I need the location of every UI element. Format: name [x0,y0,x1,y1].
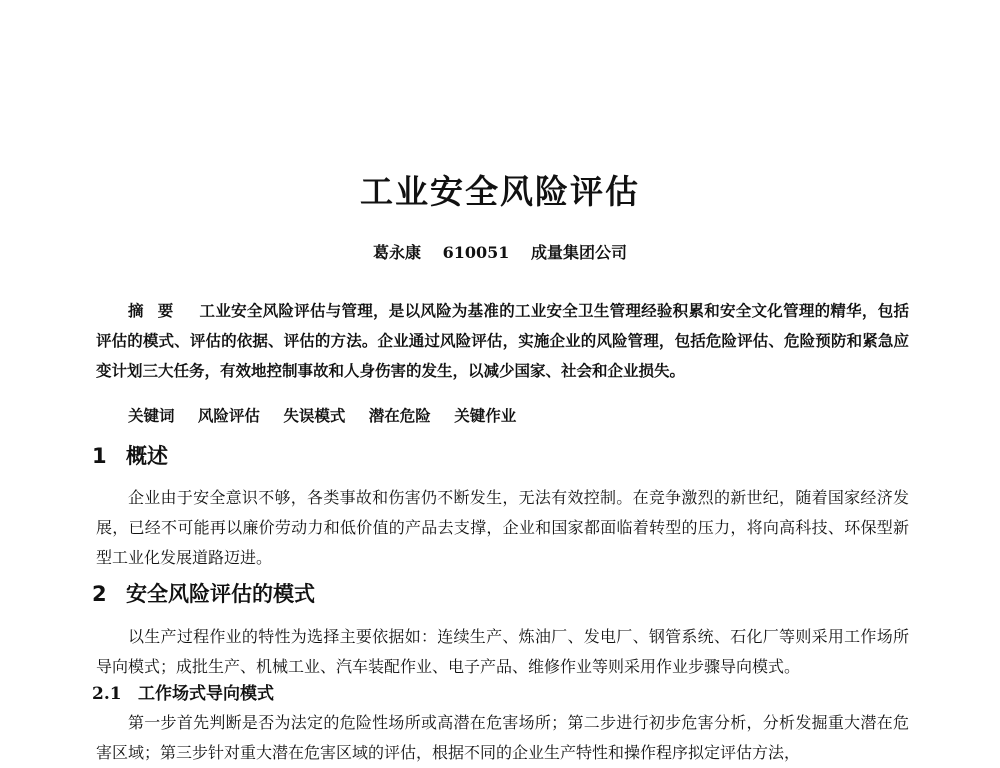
section-number: 2 [92,582,107,606]
abstract-label: 摘要 [128,301,188,320]
section-heading-2 [92,578,315,608]
section-heading-1 [92,440,168,470]
author-postcode: 610051 [442,243,510,262]
section-number: 1 [92,444,107,468]
author-affiliation: 成量集团公司 [530,243,627,262]
abstract-text: 工业安全风险评估与管理，是以风险为基准的工业安全卫生管理经验积累和安全文化管理的精华，包括评估的模式、评估的依据、评估的方法。企业通过风险评估，实施企业的风险管理，包括危险评估、危险预防和紧急应变计划三大任务，有效地控制事故和人身伤害的发生，以减少国家、社会和企业损失。 [96,301,909,380]
keywords [128,404,534,426]
paper-title: 工业安全风险评估 [360,172,640,211]
keyword-item: 关键作业 [454,406,517,425]
subsection-title: 工作场式导向模式 [138,684,274,704]
author-name: 葛永康 [373,243,422,262]
subsection-2-1-body: 第一步首先判断是否为法定的危险性场所或高潜在危害场所；第二步进行初步危害分析，分析发掘重大潜在危害区域；第三步针对重大潜在危害区域的评估，根据不同的企业生产特性和操作程序拟定评估方法， [96,713,909,762]
subsection-number: 2.1 [92,684,122,704]
subsection-heading-2-1 [92,679,274,704]
keywords-label: 关键词 [128,406,175,425]
abstract [96,296,909,386]
keyword-item: 失误模式 [283,406,346,425]
author-line [0,240,1000,263]
section-1-body: 企业由于安全意识不够，各类事故和伤害仍不断发生，无法有效控制。在竞争激烈的新世纪，随着国家经济发展，已经不可能再以廉价劳动力和低价值的产品去支撑，企业和国家都面临着转型的压力，将向高科技、环保型新型工业化发展道路迈进。 [96,488,909,567]
section-title: 概述 [126,444,168,468]
section-2-body: 以生产过程作业的特性为选择主要依据如：连续生产、炼油厂、发电厂、钢管系统、石化厂等则采用工作场所导向模式；成批生产、机械工业、汽车装配作业、电子产品、维修作业等则采用作业步骤导向模式。 [96,627,909,676]
keyword-item: 潜在危险 [368,406,431,425]
section-title: 安全风险评估的模式 [126,582,315,606]
keyword-item: 风险评估 [197,406,260,425]
